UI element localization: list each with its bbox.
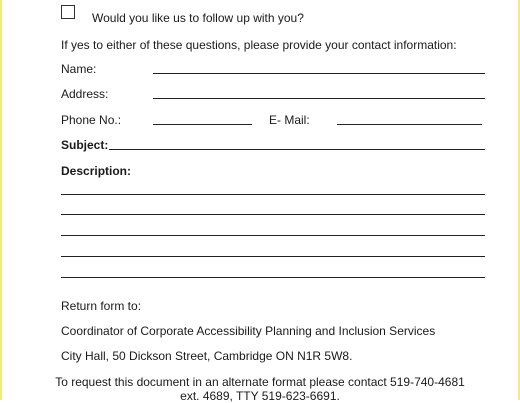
name-field[interactable]	[153, 73, 485, 74]
subject-field[interactable]	[109, 149, 485, 150]
description-line[interactable]	[61, 256, 485, 257]
recipient-address: City Hall, 50 Dickson Street, Cambridge ON N1R 5W8.	[61, 349, 353, 363]
description-line[interactable]	[61, 214, 485, 215]
recipient-department: Coordinator of Corporate Accessibility Planning and Inclusion Services	[61, 324, 436, 338]
description-label: Description:	[61, 164, 132, 178]
name-label: Name:	[61, 62, 97, 76]
address-field[interactable]	[153, 98, 485, 99]
contact-instruction: If yes to either of these questions, please provide your contact information:	[61, 38, 457, 52]
follow-up-checkbox[interactable]	[61, 5, 75, 19]
email-field[interactable]	[337, 124, 482, 125]
phone-field[interactable]	[153, 124, 252, 125]
return-to-label: Return form to:	[61, 299, 142, 313]
description-line[interactable]	[61, 277, 485, 278]
email-label: E- Mail:	[269, 113, 310, 127]
follow-up-question: Would you like us to follow up with you?	[92, 11, 304, 25]
alternate-format-notice-line1: To request this document in an alternate format please contact 519-740-4681	[55, 375, 465, 389]
description-line[interactable]	[61, 235, 485, 236]
alternate-format-notice-line2: ext. 4689, TTY 519-623-6691.	[180, 389, 340, 403]
subject-label: Subject:	[61, 138, 109, 152]
description-line[interactable]	[61, 194, 485, 195]
phone-label: Phone No.:	[61, 113, 122, 127]
address-label: Address:	[61, 87, 109, 101]
